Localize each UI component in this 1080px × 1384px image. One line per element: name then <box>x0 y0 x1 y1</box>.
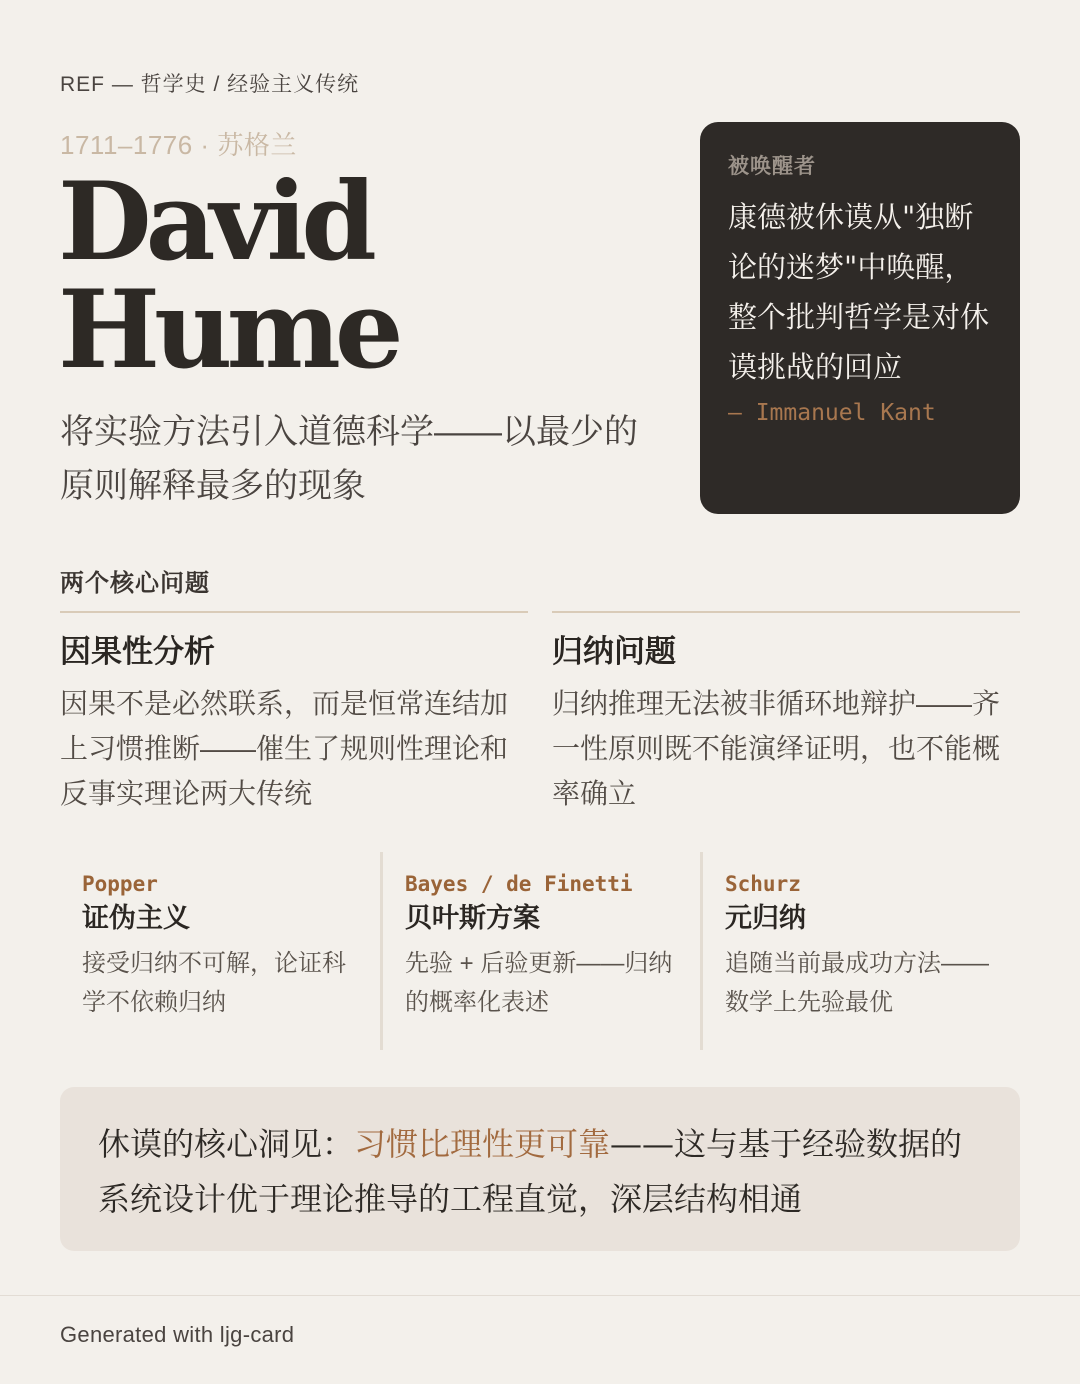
approach-title: 元归纳 <box>725 903 806 933</box>
approach-tag: Popper <box>82 872 158 896</box>
name-last: Hume <box>58 267 398 393</box>
page-title <box>58 159 398 393</box>
issue-card-causality <box>60 611 528 816</box>
dates-place: 1711–1776 · 苏格兰 <box>60 130 297 160</box>
insight-suffix: ——这与基于经验数据的系统设计优于理论推导的工程直觉，深层结构相通 <box>98 1125 963 1218</box>
approach-body: 追随当前最成功方法——数学上先验最优 <box>725 950 989 1016</box>
subtitle: 将实验方法引入道德科学——以最少的原则解释最多的现象 <box>60 413 638 505</box>
name-first: David <box>58 159 371 285</box>
approach-schurz <box>700 852 1020 1050</box>
issue-body: 归纳推理无法被非循环地辩护——齐一性原则既不能演绎证明，也不能概率确立 <box>552 688 1001 809</box>
quote-author: — Immanuel Kant <box>728 400 936 426</box>
insight-highlight: 习惯比理性更可靠 <box>354 1125 611 1163</box>
approach-body: 先验 + 后验更新——归纳的概率化表述 <box>405 950 673 1016</box>
issue-card-induction <box>552 611 1020 816</box>
issue-title: 因果性分析 <box>60 634 215 669</box>
approach-tag: Schurz <box>725 872 801 896</box>
section-title: 两个核心问题 <box>60 570 210 597</box>
approach-title: 贝叶斯方案 <box>405 903 540 933</box>
quote-card <box>700 122 1020 514</box>
footer <box>0 1295 1080 1384</box>
approach-title: 证伪主义 <box>82 903 190 933</box>
footer-text: Generated with ljg-card <box>60 1322 295 1347</box>
approach-body: 接受归纳不可解，论证科学不依赖归纳 <box>82 950 346 1016</box>
breadcrumb: REF — 哲学史 / 经验主义传统 <box>60 73 360 96</box>
issue-title: 归纳问题 <box>552 634 676 669</box>
quote-label: 被唤醒者 <box>728 155 816 178</box>
approach-bayes <box>380 852 700 1050</box>
insight-prefix: 休谟的核心洞见： <box>98 1125 355 1163</box>
quote-text: 康德被休谟从"独断论的迷梦"中唤醒，整个批判哲学是对休谟挑战的回应 <box>728 200 990 384</box>
insight-callout <box>60 1087 1020 1251</box>
approach-popper <box>60 852 380 1050</box>
issue-body: 因果不是必然联系，而是恒常连结加上习惯推断——催生了规则性理论和反事实理论两大传统 <box>60 688 509 809</box>
approaches-row <box>60 852 1020 1050</box>
approach-tag: Bayes / de Finetti <box>405 872 633 896</box>
